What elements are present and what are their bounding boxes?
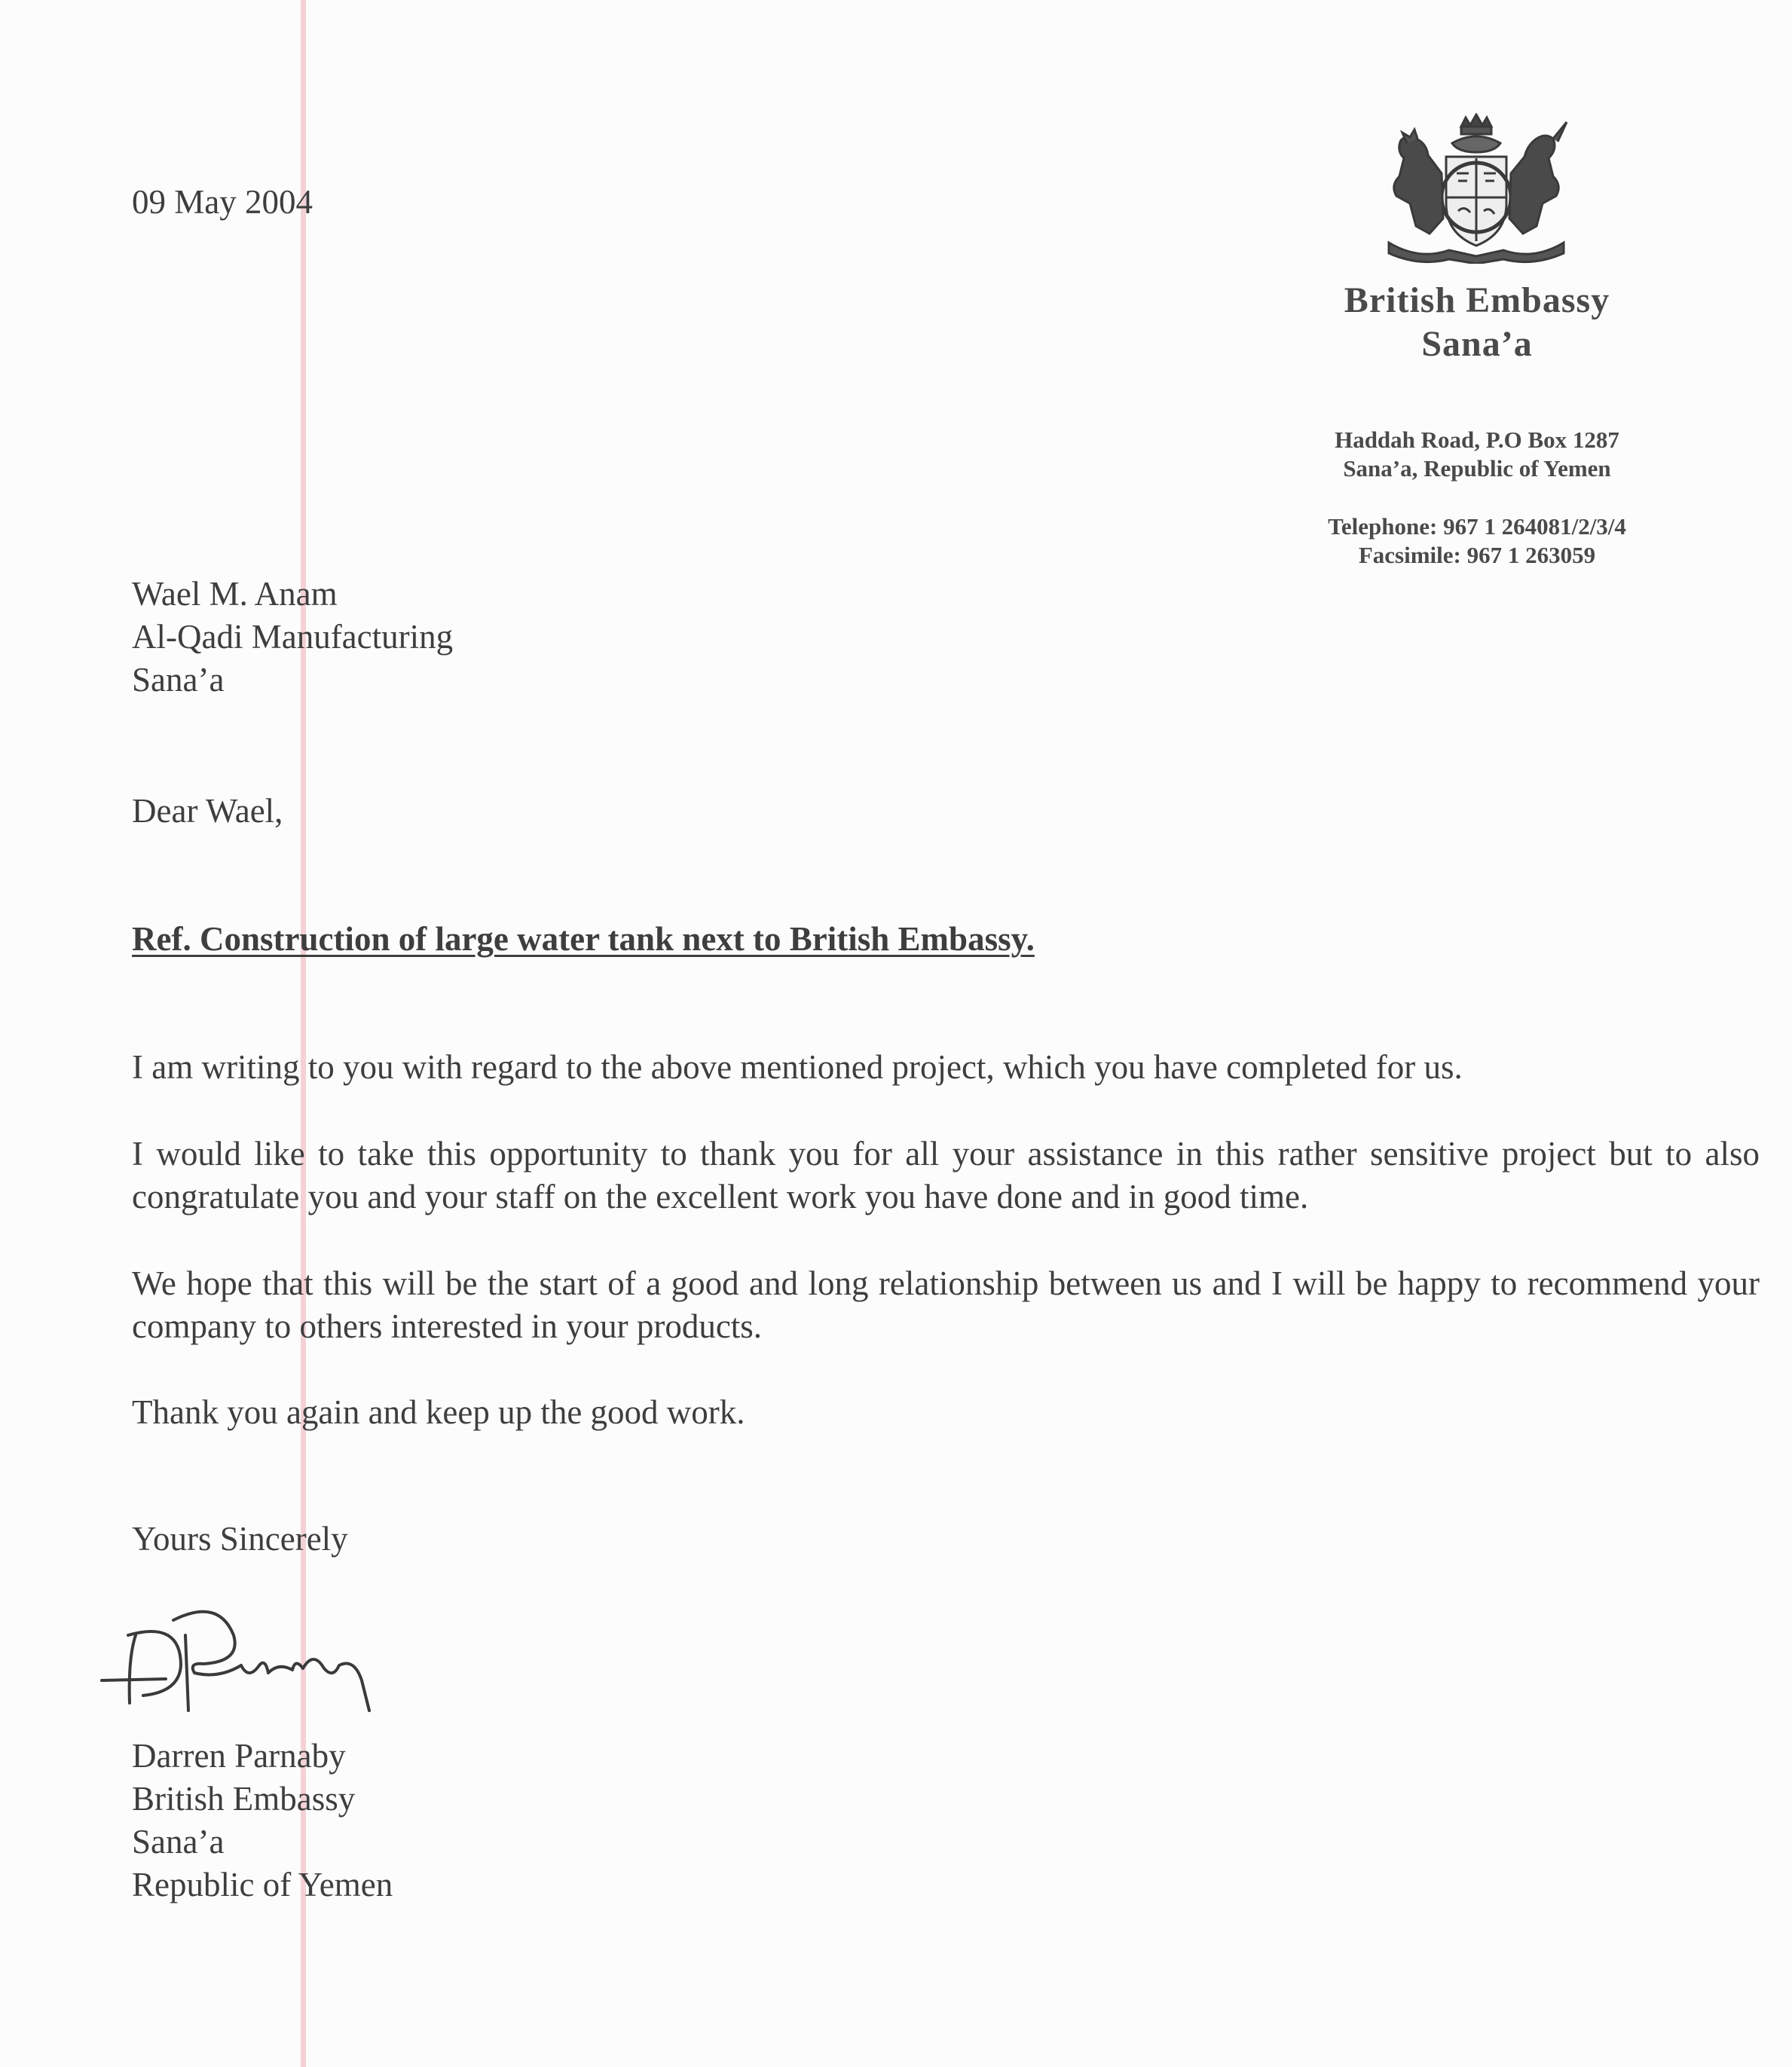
recipient-name: Wael M. Anam — [132, 575, 338, 613]
sender-address — [1251, 426, 1703, 483]
sender-address-line2: Sana’a, Republic of Yemen — [1343, 455, 1611, 482]
handwritten-signature — [98, 1590, 414, 1726]
signatory-org: British Embassy — [132, 1780, 356, 1818]
body-paragraph: I am writing to you with regard to the above mentioned project, which you have completed for us. — [132, 1048, 1463, 1086]
recipient-address — [132, 573, 453, 702]
body-paragraph: I would like to take this opportunity to thank you for all your assistance in this rather sensitive project but to also congratulate you and your staff on the excellent work you have done and in good time. — [132, 1135, 1760, 1215]
body-paragraph: Thank you again and keep up the good work. — [132, 1393, 745, 1431]
recipient-city: Sana’a — [132, 661, 225, 699]
reference-line: Ref. Construction of large water tank next to British Embassy. — [132, 920, 1035, 958]
recipient-company: Al-Qadi Manufacturing — [132, 618, 454, 656]
sender-contact — [1251, 512, 1703, 570]
letter-date: 09 May 2004 — [132, 183, 313, 221]
signatory-country: Republic of Yemen — [132, 1866, 393, 1903]
royal-coat-of-arms-icon — [1374, 113, 1579, 264]
sender-facsimile: Facsimile: 967 1 263059 — [1358, 542, 1596, 568]
signatory-block — [132, 1735, 393, 1906]
signatory-city: Sana’a — [132, 1823, 225, 1861]
signatory-name: Darren Parnaby — [132, 1737, 346, 1775]
salutation: Dear Wael, — [132, 792, 283, 830]
sender-city: Sana’a — [1421, 324, 1533, 364]
sender-telephone: Telephone: 967 1 264081/2/3/4 — [1328, 513, 1626, 540]
sender-name: British Embassy — [1344, 280, 1610, 320]
body-paragraph: We hope that this will be the start of a good and long relationship between us and I will be happy to recommend your company to others interested in your products. — [132, 1264, 1760, 1345]
sender-letterhead — [1251, 279, 1703, 366]
closing: Yours Sincerely — [132, 1520, 348, 1558]
sender-address-line1: Haddah Road, P.O Box 1287 — [1335, 427, 1619, 453]
